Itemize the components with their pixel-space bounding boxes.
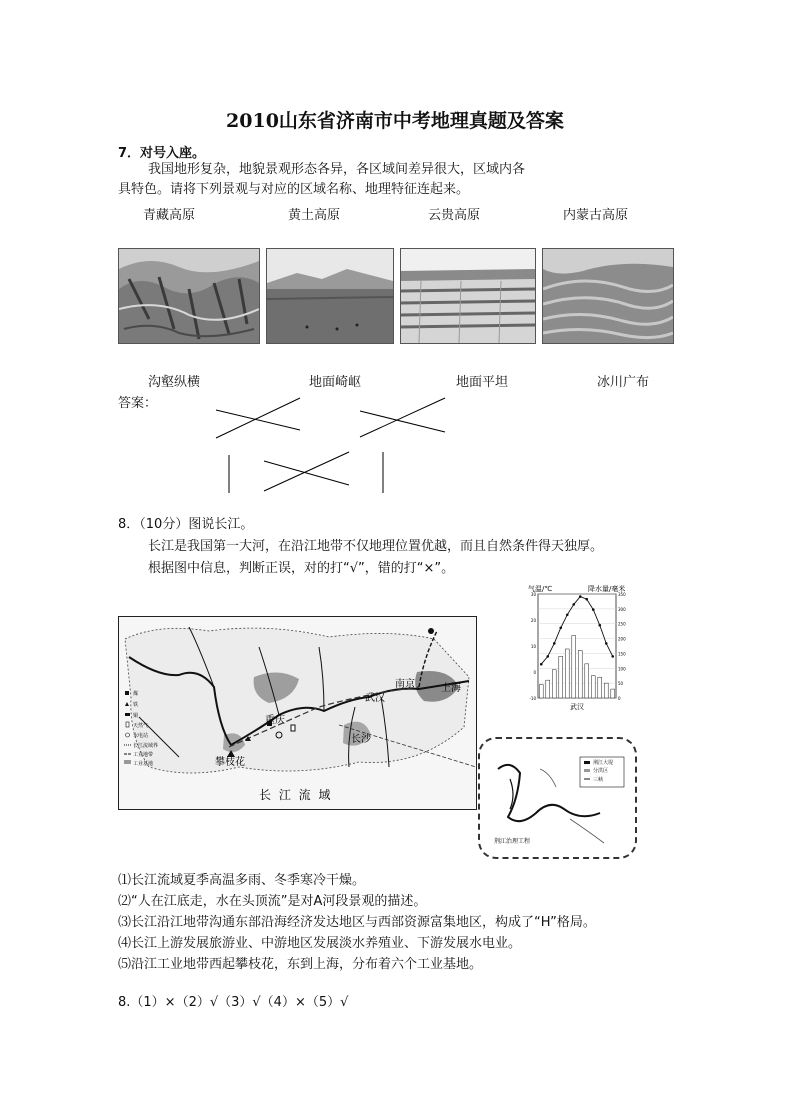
chart-tick-right: 300 [618, 606, 626, 612]
q8-heading: 8．（10分）图说长江。 [118, 517, 254, 532]
svg-text:分洪区: 分洪区 [593, 768, 609, 774]
chart-ylabel-right: 降水量/毫米 [588, 585, 626, 593]
answer-matching-lines [0, 0, 790, 520]
map-city-shanghai: 上海 [441, 683, 461, 694]
chart-tick-right: 150 [618, 651, 626, 657]
svg-text:工业地带: 工业地带 [133, 752, 154, 758]
q8-paragraph-2: 根据图中信息，判断正误，对的打“√”，错的打“×”。 [148, 561, 455, 576]
svg-text:三峡: 三峡 [593, 777, 604, 783]
q7-heading: 7．对号入座。 [118, 146, 206, 161]
precip-bar [611, 689, 615, 698]
statement-4: ⑷长江上游发展旅游业、中游地区发展淡水养殖业、下游发展水电业。 [118, 936, 522, 951]
feature-label-glaciers: 冰川广布 [597, 375, 650, 390]
answer-label: 答案： [118, 396, 158, 411]
jingjiang-inset-map [478, 737, 637, 859]
precip-bar [591, 676, 595, 698]
svg-text:荆江大堤: 荆江大堤 [593, 760, 614, 766]
temperature-point [572, 603, 575, 606]
chart-tick-left: 20 [530, 618, 536, 623]
wuhan-climate-chart [522, 584, 632, 712]
svg-text:铜: 铜 [133, 713, 139, 719]
region-label-qinghai-tibet: 青藏高原 [143, 208, 196, 223]
precip-bar [604, 683, 608, 698]
map-city-changsha: 长沙 [351, 734, 371, 745]
statement-2: ⑵“人在江底走，水在头顶流”是对A河段景观的描述。 [118, 894, 427, 909]
map-city-wuhan: 武汉 [365, 693, 385, 704]
statement-3: ⑶长江沿江地带沟通东部沿海经济发达地区与西部资源富集地区，构成了“H”格局。 [118, 915, 596, 930]
precip-bar [598, 677, 602, 698]
chart-ylabel-left: 气温/℃ [528, 585, 553, 593]
temperature-point [611, 655, 614, 658]
q8-paragraph-1: 长江是我国第一大河，在沿江地带不仅地理位置优越，而且自然条件得天独厚。 [148, 539, 604, 554]
svg-text:长江流域界: 长江流域界 [133, 743, 159, 749]
chart-tick-left: 10 [530, 644, 536, 649]
region-label-loess: 黄土高原 [288, 208, 341, 223]
map-city-chongqing: 重庆 [265, 715, 285, 726]
chart-title: 武汉 [570, 703, 584, 711]
map-caption: 长 江 流 域 [259, 788, 333, 802]
statement-1: ⑴长江流域夏季高温多雨、冬季寒冷干燥。 [118, 873, 366, 888]
precip-bar [565, 649, 569, 698]
chart-tick-right: 0 [618, 696, 621, 701]
precip-bar [546, 680, 550, 698]
page-title: 2010山东省济南市中考地理真题及答案 [226, 110, 564, 132]
svg-text:天然气: 天然气 [133, 723, 149, 729]
chart-tick-right: 200 [618, 636, 626, 642]
temperature-point [553, 642, 556, 645]
statement-5: ⑸沿江工业地带西起攀枝花，东到上海，分布着六个工业基地。 [118, 957, 483, 972]
precip-bar [539, 685, 543, 698]
temperature-point [579, 595, 582, 598]
precip-bar [572, 636, 576, 698]
map-city-nanjing: 南京 [395, 679, 415, 690]
feature-label-gullies: 沟壑纵横 [148, 375, 201, 390]
q8-answer: 8.（1）×（2）√（3）√（4）×（5）√ [118, 995, 349, 1010]
chart-tick-right: 250 [618, 621, 626, 627]
chart-tick-right: 100 [618, 666, 626, 672]
svg-text:煤: 煤 [133, 691, 139, 697]
precip-bar [552, 670, 556, 698]
temperature-point [566, 614, 569, 617]
temperature-point [546, 655, 549, 658]
region-label-inner-mongolia: 内蒙古高原 [563, 208, 629, 223]
chart-tick-left: 0 [533, 670, 536, 675]
region-label-yungui: 云贵高原 [428, 208, 481, 223]
svg-text:工业基地: 工业基地 [133, 761, 154, 767]
svg-text:水电站: 水电站 [133, 733, 149, 739]
precip-bar [585, 664, 589, 698]
inset-caption: 荆江治理工程 [494, 838, 531, 845]
feature-label-flat: 地面平坦 [456, 375, 509, 390]
chart-tick-left: 30 [530, 592, 536, 597]
temperature-point [559, 627, 562, 630]
feature-label-rugged: 地面崎岖 [309, 375, 362, 390]
temperature-point [540, 663, 543, 666]
precip-bar [559, 656, 563, 698]
q7-paragraph-1: 我国地形复杂，地貌景观形态各异，各区域间差异很大，区域内各 [148, 162, 526, 177]
temperature-point [598, 624, 601, 627]
temperature-point [585, 598, 588, 601]
svg-text:铁: 铁 [133, 702, 139, 708]
chart-tick-left: -10 [529, 696, 536, 701]
q7-paragraph-2: 具特色。请将下列景观与对应的区域名称、地理特征连起来。 [118, 182, 470, 197]
precip-bar [578, 650, 582, 698]
chart-tick-right: 50 [618, 681, 624, 687]
chart-tick-right: 350 [618, 592, 626, 597]
map-city-panzhihua: 攀枝花 [215, 757, 245, 768]
temperature-line [541, 597, 613, 665]
temperature-point [605, 642, 608, 645]
temperature-point [592, 608, 595, 611]
yangtze-basin-map [118, 616, 477, 810]
